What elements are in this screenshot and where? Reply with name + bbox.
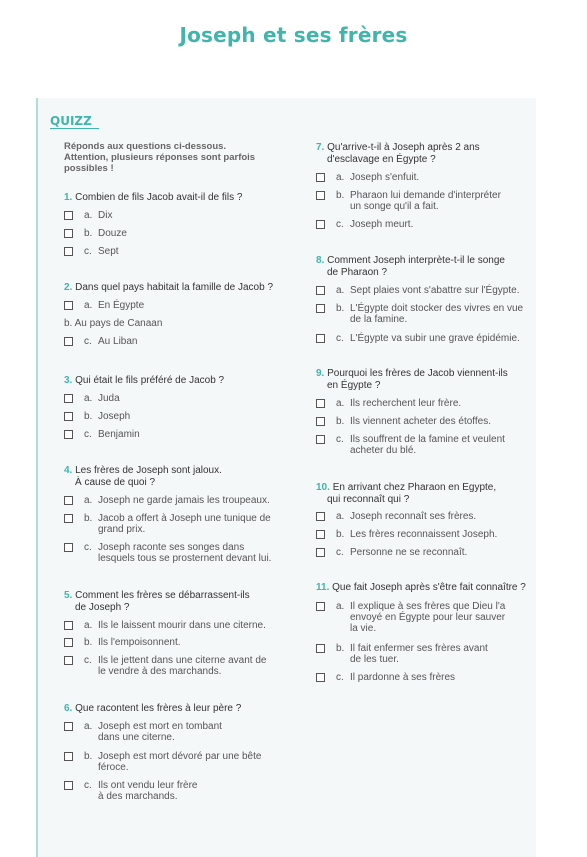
question-text — [316, 142, 546, 165]
question-text — [64, 192, 294, 204]
answer-checkbox[interactable] — [316, 286, 325, 295]
question-number: 6. — [64, 703, 73, 714]
option-line: de la famine. — [350, 314, 408, 325]
option-letter: a. — [84, 210, 93, 221]
question-line: qui reconnaît qui ? — [327, 493, 410, 505]
question-line: En arrivant chez Pharaon en Egypte, — [332, 482, 497, 493]
question-number: 10. — [316, 482, 330, 493]
quiz-question — [316, 482, 546, 558]
question-text — [316, 482, 546, 505]
option-line: grand prix. — [98, 524, 146, 535]
option-line: le vendre à des marchands. — [98, 666, 222, 677]
question-line: d'esclavage en Égypte ? — [327, 153, 436, 165]
answer-checkbox[interactable] — [316, 435, 325, 444]
option-letter: c. — [84, 429, 92, 440]
option-letter: a. — [84, 393, 93, 404]
option-text — [98, 655, 266, 677]
option-text — [98, 246, 119, 257]
quiz-heading-underline — [50, 128, 99, 129]
option-letter: b. — [336, 529, 345, 540]
option-text — [350, 672, 455, 683]
answer-checkbox[interactable] — [316, 530, 325, 539]
answer-checkbox[interactable] — [316, 191, 325, 200]
answer-checkbox[interactable] — [64, 638, 73, 647]
question-line: Les frères de Joseph sont jaloux. — [75, 465, 222, 476]
option-text — [98, 495, 270, 506]
option-line: Au Liban — [98, 336, 138, 347]
option-letter: c. — [336, 333, 344, 344]
option-text — [350, 398, 461, 409]
option-letter: c. — [336, 434, 344, 445]
option-text — [98, 721, 222, 743]
option-line: féroce. — [98, 762, 129, 773]
question-text — [64, 465, 294, 488]
option-text — [350, 219, 413, 230]
option-letter: c. — [84, 246, 92, 257]
option-line: Ils le jettent dans une citerne avant de — [98, 655, 267, 666]
option-text — [350, 529, 497, 540]
answer-checkbox[interactable] — [64, 394, 73, 403]
option-text — [350, 303, 523, 325]
question-line: de Pharaon ? — [327, 266, 388, 278]
question-line: Comment Joseph interprète-t-il le songe — [327, 255, 505, 266]
option-letter: c. — [336, 672, 344, 683]
option-text — [98, 620, 266, 631]
question-number: 11. — [316, 582, 330, 593]
option-text — [98, 429, 140, 440]
question-number: 9. — [316, 368, 325, 379]
option-text — [350, 416, 491, 427]
option-text — [98, 751, 261, 773]
quiz-question — [64, 590, 294, 677]
option-letter: b. — [336, 643, 345, 654]
answer-checkbox[interactable] — [64, 514, 73, 523]
answer-checkbox[interactable] — [64, 412, 73, 421]
option-text — [98, 336, 137, 347]
quiz-question — [64, 465, 294, 564]
option-line: envoyé en Égypte pour leur sauver — [350, 612, 506, 623]
option-text — [350, 190, 501, 212]
question-text — [316, 368, 546, 391]
question-number: 7. — [316, 142, 325, 153]
option-line: la vie. — [350, 623, 377, 634]
question-line: Qui était le fils préféré de Jacob ? — [75, 375, 225, 386]
option-line: L'Égypte va subir une grave épidémie. — [350, 333, 520, 344]
option-line: dans une citerne. — [98, 732, 175, 743]
answer-checkbox[interactable] — [64, 229, 73, 238]
question-line: À cause de quoi ? — [75, 476, 156, 488]
option-text — [350, 511, 476, 522]
option-line: lesquels tous se prosternent devant lui. — [98, 553, 272, 564]
answer-checkbox[interactable] — [64, 656, 73, 665]
question-text — [64, 703, 294, 715]
option-text — [350, 547, 467, 558]
option-letter: c. — [84, 655, 92, 666]
option-line: Jacob a offert à Joseph une tunique de — [98, 513, 271, 524]
quiz-question — [64, 192, 294, 257]
answer-checkbox[interactable] — [64, 430, 73, 439]
option-letter: a. — [84, 620, 93, 631]
option-line: Joseph — [98, 411, 131, 422]
option-line: Personne ne se reconnaît. — [350, 547, 468, 558]
option-line: Joseph reconnaît ses frères. — [350, 511, 477, 522]
option-letter: a. — [336, 398, 345, 409]
option-line: Joseph s'enfuit. — [350, 172, 420, 183]
option-letter: b. — [84, 228, 93, 239]
option-line: Douze — [98, 228, 127, 239]
answer-checkbox[interactable] — [64, 496, 73, 505]
answer-checkbox[interactable] — [316, 548, 325, 557]
answer-checkbox[interactable] — [64, 781, 73, 790]
question-number: 2. — [64, 282, 73, 293]
question-line: Pourquoi les frères de Jacob viennent-ils — [327, 368, 508, 379]
option-line: de les tuer. — [350, 654, 399, 665]
option-line: Sept — [98, 246, 119, 257]
instructions-line: possibles ! — [64, 163, 114, 174]
option-letter: a. — [84, 495, 93, 506]
option-text — [98, 228, 127, 239]
quiz-question — [316, 255, 546, 344]
option-text — [98, 513, 271, 535]
option-line: Ils ont vendu leur frère — [98, 780, 198, 791]
question-line: de Joseph ? — [75, 601, 130, 613]
instructions-line: Attention, plusieurs réponses sont parfois — [64, 152, 256, 163]
option-letter: b. — [84, 751, 93, 762]
option-line: Il pardonne à ses frères — [350, 672, 456, 683]
option-line: Benjamin — [98, 429, 140, 440]
option-text — [350, 601, 505, 634]
question-line: Qu'arrive-t-il à Joseph après 2 ans — [327, 142, 480, 153]
option-text — [98, 780, 198, 802]
option-line: En Égypte — [98, 300, 145, 311]
option-text — [350, 333, 520, 344]
option-line: Ils viennent acheter des étoffes. — [350, 416, 492, 427]
option-text — [350, 172, 419, 183]
answer-checkbox[interactable] — [316, 512, 325, 521]
option-line: Joseph est mort dévoré par une bête — [98, 751, 262, 762]
quiz-question — [64, 375, 294, 440]
option-line: L'Égypte doit stocker des vivres en vue — [350, 303, 524, 314]
option-line: Ils l'empoisonnent. — [98, 637, 181, 648]
option-letter: a. — [336, 285, 345, 296]
option-text — [350, 643, 488, 665]
question-number: 5. — [64, 590, 73, 601]
option-text — [350, 434, 505, 456]
question-line: Comment les frères se débarrassent-ils — [75, 590, 250, 601]
option-letter: b. — [336, 303, 345, 314]
option-line: Ils souffrent de la famine et veulent — [350, 434, 505, 445]
option-letter: a. — [336, 601, 345, 612]
quiz-question — [316, 368, 546, 456]
option-line: Juda — [98, 393, 120, 404]
question-line: en Égypte ? — [327, 379, 381, 391]
question-text — [64, 590, 294, 613]
question-number: 4. — [64, 465, 73, 476]
option-letter: c. — [84, 780, 92, 791]
option-letter: b. — [84, 411, 93, 422]
option-text — [98, 393, 120, 404]
answer-checkbox[interactable] — [316, 304, 325, 313]
option-text — [98, 210, 112, 221]
option-line: Joseph meurt. — [350, 219, 414, 230]
option-line: Il explique à ses frères que Dieu l'a — [350, 601, 506, 612]
option-text — [98, 300, 144, 311]
option-letter: a. — [336, 511, 345, 522]
option-line: Sept plaies vont s'abattre sur l'Égypte. — [350, 285, 520, 296]
answer-checkbox[interactable] — [316, 399, 325, 408]
instructions — [64, 141, 299, 174]
option-letter: c. — [84, 542, 92, 553]
answer-checkbox[interactable] — [316, 173, 325, 182]
page-title: Joseph et ses frères — [179, 23, 408, 47]
question-line: Que racontent les frères à leur père ? — [75, 703, 242, 714]
question-text — [64, 375, 294, 387]
answer-checkbox[interactable] — [64, 752, 73, 761]
option-letter: b. — [336, 190, 345, 201]
answer-checkbox[interactable] — [316, 417, 325, 426]
option-letter: b. — [84, 513, 93, 524]
option-line: un songe qu'il a fait. — [350, 201, 439, 212]
answer-checkbox[interactable] — [64, 621, 73, 630]
question-text — [64, 282, 294, 294]
answer-checkbox[interactable] — [316, 602, 325, 611]
answer-checkbox[interactable] — [64, 722, 73, 731]
option-text — [98, 637, 181, 648]
answer-checkbox[interactable] — [316, 220, 325, 229]
option-line: Joseph est mort en tombant — [98, 721, 222, 732]
question-text — [316, 255, 546, 278]
option-text: Au pays de Canaan — [74, 318, 163, 329]
question-text — [316, 582, 546, 594]
answer-checkbox[interactable] — [64, 247, 73, 256]
question-line: Combien de fils Jacob avait-il de fils ? — [75, 192, 243, 203]
option-letter: c. — [336, 547, 344, 558]
quiz-heading: QUIZZ — [50, 114, 92, 128]
question-line: Que fait Joseph après s'être fait connaître ? — [332, 582, 526, 593]
question-line: Dans quel pays habitait la famille de Jacob ? — [75, 282, 274, 293]
option-text — [350, 285, 519, 296]
option-text — [98, 542, 271, 564]
option-line: Pharaon lui demande d'interpréter — [350, 190, 501, 201]
option-letter: c. — [84, 336, 92, 347]
answer-checkbox[interactable] — [316, 673, 325, 682]
answer-checkbox[interactable] — [316, 644, 325, 653]
answer-checkbox[interactable] — [64, 301, 73, 310]
question-number: 8. — [316, 255, 325, 266]
option-letter: b. — [64, 318, 73, 329]
question-number: 3. — [64, 375, 73, 386]
answer-checkbox[interactable] — [64, 543, 73, 552]
option-line: Dix — [98, 210, 113, 221]
option-line: Joseph raconte ses songes dans — [98, 542, 245, 553]
instructions-line: Réponds aux questions ci-dessous. — [64, 141, 227, 152]
option-line: Ils recherchent leur frère. — [350, 398, 462, 409]
answer-checkbox[interactable] — [316, 334, 325, 343]
option-line: Ils le laissent mourir dans une citerne. — [98, 620, 266, 631]
option-line: Il fait enfermer ses frères avant — [350, 643, 488, 654]
option-letter: b. — [84, 637, 93, 648]
option-line: Les frères reconnaissent Joseph. — [350, 529, 498, 540]
option-line: à des marchands. — [98, 791, 178, 802]
quiz-question — [64, 282, 294, 347]
option-letter: c. — [336, 219, 344, 230]
option-text — [98, 411, 130, 422]
question-number: 1. — [64, 192, 73, 203]
quiz-question — [64, 703, 294, 802]
option-line: acheter du blé. — [350, 445, 417, 456]
option-letter: a. — [84, 721, 93, 732]
quiz-question — [316, 142, 546, 230]
answer-checkbox[interactable] — [64, 337, 73, 346]
answer-checkbox[interactable] — [64, 211, 73, 220]
option-line: Joseph ne garde jamais les troupeaux. — [98, 495, 270, 506]
option-letter: a. — [336, 172, 345, 183]
quiz-question — [316, 582, 546, 683]
option-letter: b. — [336, 416, 345, 427]
option-letter: a. — [84, 300, 93, 311]
